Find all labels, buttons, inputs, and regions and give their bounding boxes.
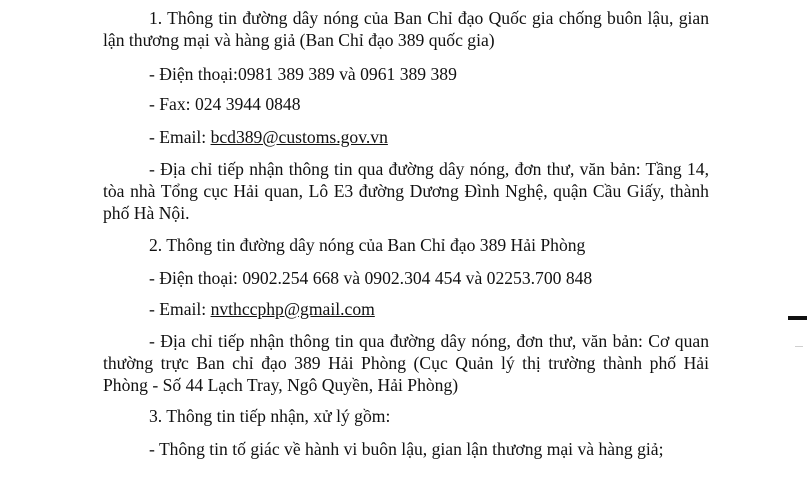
section2-phone-value: 0902.254 668 và 0902.304 454 và 02253.700 848 (242, 268, 593, 288)
section1-fax-line (149, 93, 301, 115)
section1-address-line2: 14, tòa nhà Tổng cục Hải quan, Lô E3 đường Dương Đình Nghệ, quận Cầu (103, 159, 709, 201)
section1-email-line (149, 126, 388, 148)
section1-address-line3: Giấy, thành phố Hà Nội. (103, 181, 709, 223)
section2-email-link[interactable]: nvthccphp@gmail.com (210, 299, 375, 319)
section2-heading: 2. Thông tin đường dây nóng của Ban Chỉ đạo 389 Hải Phòng (149, 235, 586, 255)
section2-phone-label: - Điện thoại: (149, 268, 243, 288)
scan-edge-dot (795, 346, 803, 347)
section2-address-line3: Hải Phòng - Số 44 Lạch Tray, Ngô Quyền, Hải Phòng) (103, 353, 709, 395)
section2-address (103, 330, 709, 396)
section1-fax-label: - Fax: (149, 94, 195, 114)
scan-edge-mark (788, 316, 807, 320)
section2-address-line1: - Địa chỉ tiếp nhận thông tin qua đường dây nóng, đơn thư, văn bản: Cơ (149, 331, 670, 351)
section1-address-line1: - Địa chỉ tiếp nhận thông tin qua đường dây nóng, đơn thư, văn bản: Tầng (149, 159, 682, 179)
section3-heading: 3. Thông tin tiếp nhận, xử lý gồm: (149, 406, 391, 426)
section1-heading-line2: gian lận thương mại và hàng giả (Ban Chỉ đạo 389 quốc gia) (103, 8, 710, 50)
section1-email-link[interactable]: bcd389@customs.gov.vn (210, 127, 388, 147)
section1-email-label: - Email: (149, 127, 211, 147)
section2-email-label: - Email: (149, 299, 211, 319)
section2-address-line2: quan thường trực Ban chỉ đạo 389 Hải Phòng (Cục Quản lý thị trường thành phố (103, 331, 709, 373)
section1-phone-label: - Điện thoại: (149, 64, 238, 84)
section1-heading-line1: 1. Thông tin đường dây nóng của Ban Chỉ đạo Quốc gia chống buôn lậu, (149, 8, 674, 28)
section2-email-line (149, 298, 375, 320)
section1-phone-line (149, 63, 457, 85)
section2-phone-line (149, 267, 592, 289)
section1-heading (103, 7, 709, 51)
section3-item1: - Thông tin tố giác về hành vi buôn lậu, gian lận thương mại và hàng giả; (149, 439, 664, 459)
section1-phone-value: 0981 389 389 và 0961 389 389 (237, 64, 457, 84)
section1-fax-value: 024 3944 0848 (194, 94, 301, 114)
section1-address (103, 158, 709, 224)
